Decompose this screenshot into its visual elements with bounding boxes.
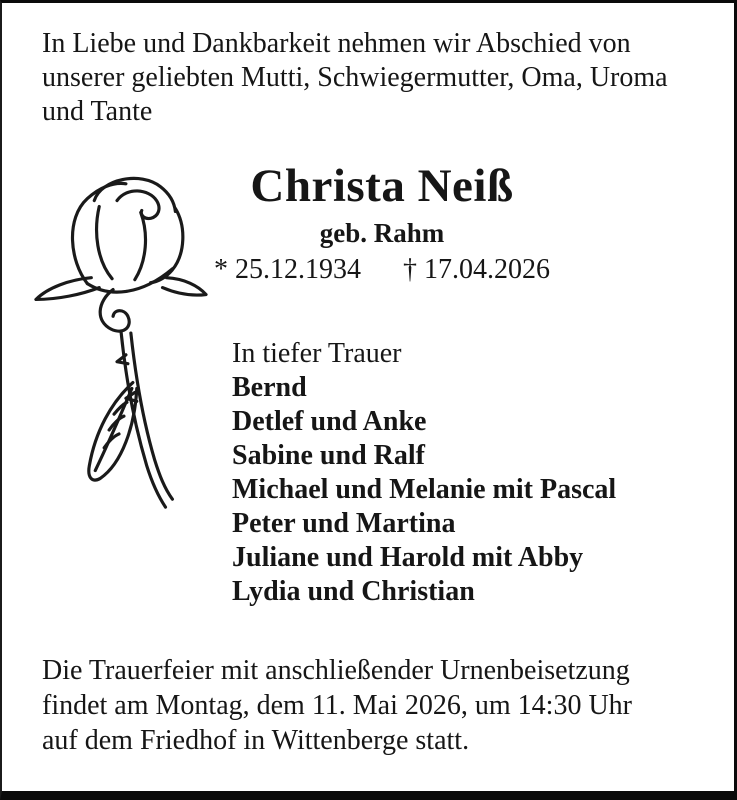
funeral-details	[42, 653, 712, 758]
intro-line: unserer geliebten Mutti, Schwiegermutter, Oma, Uroma	[42, 62, 668, 93]
mourner: Sabine und Ralf	[232, 440, 425, 471]
mourning-intro: In tiefer Trauer	[232, 338, 402, 369]
intro-line: und Tante	[42, 96, 153, 127]
birth-date: * 25.12.1934	[214, 254, 361, 285]
mourner: Detlef und Anke	[232, 406, 427, 437]
mourner: Peter und Martina	[232, 508, 456, 539]
maiden-name: geb. Rahm	[319, 218, 445, 248]
mourner: Michael und Melanie mit Pascal	[232, 474, 617, 505]
mourner: Juliane und Harold mit Abby	[232, 542, 584, 573]
intro-line: In Liebe und Dankbarkeit nehmen wir Abschied von	[42, 28, 631, 59]
mourner: Lydia und Christian	[232, 576, 475, 607]
death-date: † 17.04.2026	[403, 254, 550, 285]
mourners-list	[232, 337, 616, 609]
closing-line: findet am Montag, dem 11. Mai 2026, um 14:30 Uhr	[42, 690, 632, 721]
closing-line: Die Trauerfeier mit anschließender Urnenbeisetzung	[42, 655, 630, 686]
deceased-header	[157, 159, 607, 286]
mourner: Bernd	[232, 372, 307, 403]
intro-text	[42, 27, 702, 129]
closing-line: auf dem Friedhof in Wittenberge statt.	[42, 725, 470, 756]
life-dates	[157, 254, 607, 286]
deceased-name: Christa Neiß	[250, 160, 514, 212]
